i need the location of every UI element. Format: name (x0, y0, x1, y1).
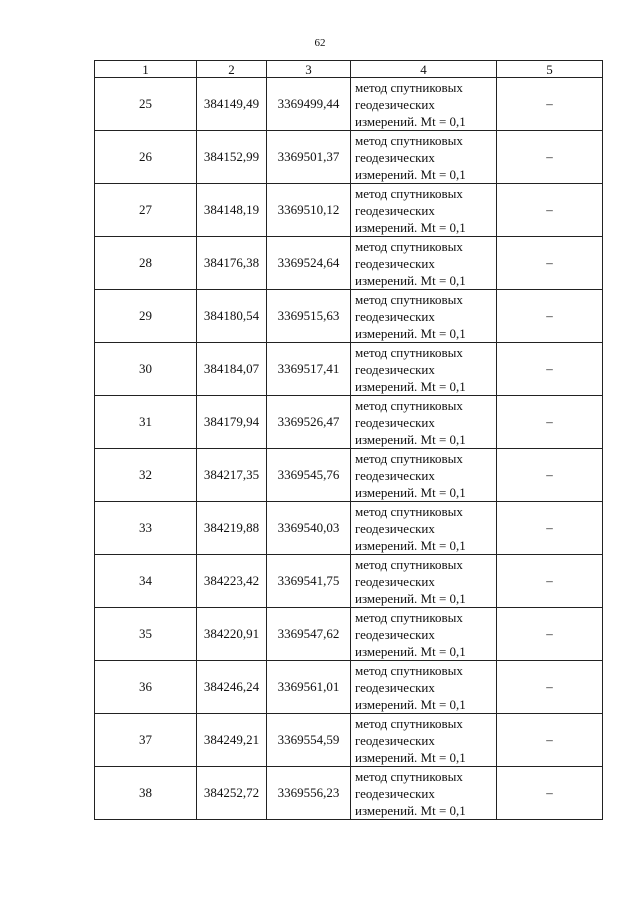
y-coordinate-cell: 3369517,41 (267, 343, 351, 396)
x-coordinate-cell: 384184,07 (197, 343, 267, 396)
method-text-line: метод спутниковых (355, 291, 463, 307)
table-row (95, 661, 603, 714)
column-header-4: 4 (351, 61, 497, 78)
method-cell (351, 396, 497, 449)
x-coordinate-cell: 384179,94 (197, 396, 267, 449)
method-text-line: геодезических (355, 308, 435, 324)
method-text-line: геодезических (355, 467, 435, 483)
method-cell (351, 237, 497, 290)
method-text-line: измерений. Mt = 0,1 (355, 749, 466, 765)
note-cell: – (497, 396, 603, 449)
x-coordinate-cell: 384149,49 (197, 78, 267, 131)
column-header-3: 3 (267, 61, 351, 78)
y-coordinate-cell: 3369501,37 (267, 131, 351, 184)
y-coordinate-cell: 3369515,63 (267, 290, 351, 343)
point-number-cell: 37 (95, 714, 197, 767)
method-text-line: геодезических (355, 149, 435, 165)
y-coordinate-cell: 3369499,44 (267, 78, 351, 131)
note-cell: – (497, 131, 603, 184)
method-text-line: измерений. Mt = 0,1 (355, 590, 466, 606)
method-cell (351, 78, 497, 131)
method-cell (351, 608, 497, 661)
method-text-line: геодезических (355, 414, 435, 430)
method-text-line: метод спутниковых (355, 132, 463, 148)
y-coordinate-cell: 3369547,62 (267, 608, 351, 661)
point-number-cell: 34 (95, 555, 197, 608)
method-text-line: измерений. Mt = 0,1 (355, 537, 466, 553)
method-text-line: метод спутниковых (355, 662, 463, 678)
method-text-line: геодезических (355, 255, 435, 271)
page-number: 62 (314, 37, 326, 49)
method-text-line: измерений. Mt = 0,1 (355, 378, 466, 394)
method-text-line: геодезических (355, 626, 435, 642)
method-text-line: метод спутниковых (355, 715, 463, 731)
note-cell: – (497, 343, 603, 396)
table-row (95, 502, 603, 555)
y-coordinate-cell: 3369556,23 (267, 767, 351, 820)
note-cell: – (497, 78, 603, 131)
x-coordinate-cell: 384249,21 (197, 714, 267, 767)
method-text-line: измерений. Mt = 0,1 (355, 219, 466, 235)
method-text-line: метод спутниковых (355, 185, 463, 201)
x-coordinate-cell: 384148,19 (197, 184, 267, 237)
x-coordinate-cell: 384223,42 (197, 555, 267, 608)
point-number-cell: 32 (95, 449, 197, 502)
note-cell: – (497, 237, 603, 290)
y-coordinate-cell: 3369545,76 (267, 449, 351, 502)
method-cell (351, 661, 497, 714)
method-cell (351, 184, 497, 237)
point-number-cell: 30 (95, 343, 197, 396)
method-text-line: геодезических (355, 785, 435, 801)
method-text-line: метод спутниковых (355, 238, 463, 254)
point-number-cell: 26 (95, 131, 197, 184)
note-cell: – (497, 608, 603, 661)
method-text-line: измерений. Mt = 0,1 (355, 802, 466, 818)
method-text-line: геодезических (355, 732, 435, 748)
coordinates-table (94, 60, 603, 820)
y-coordinate-cell: 3369510,12 (267, 184, 351, 237)
note-cell: – (497, 502, 603, 555)
y-coordinate-cell: 3369541,75 (267, 555, 351, 608)
method-text-line: геодезических (355, 202, 435, 218)
method-text-line: измерений. Mt = 0,1 (355, 325, 466, 341)
method-text-line: метод спутниковых (355, 503, 463, 519)
x-coordinate-cell: 384220,91 (197, 608, 267, 661)
method-text-line: метод спутниковых (355, 344, 463, 360)
point-number-cell: 25 (95, 78, 197, 131)
table-row (95, 78, 603, 131)
table-row (95, 396, 603, 449)
method-text-line: измерений. Mt = 0,1 (355, 484, 466, 500)
column-header-2: 2 (197, 61, 267, 78)
x-coordinate-cell: 384176,38 (197, 237, 267, 290)
point-number-cell: 28 (95, 237, 197, 290)
table-row (95, 449, 603, 502)
note-cell: – (497, 767, 603, 820)
method-text-line: измерений. Mt = 0,1 (355, 166, 466, 182)
y-coordinate-cell: 3369561,01 (267, 661, 351, 714)
table-row (95, 184, 603, 237)
table-header-row (95, 61, 603, 78)
method-text-line: метод спутниковых (355, 609, 463, 625)
note-cell: – (497, 290, 603, 343)
note-cell: – (497, 714, 603, 767)
point-number-cell: 36 (95, 661, 197, 714)
method-text-line: измерений. Mt = 0,1 (355, 113, 466, 129)
table-row (95, 714, 603, 767)
method-cell (351, 131, 497, 184)
table-row (95, 343, 603, 396)
method-text-line: измерений. Mt = 0,1 (355, 643, 466, 659)
table-body (95, 78, 603, 820)
point-number-cell: 29 (95, 290, 197, 343)
x-coordinate-cell: 384246,24 (197, 661, 267, 714)
method-text-line: метод спутниковых (355, 768, 463, 784)
note-cell: – (497, 449, 603, 502)
table-row (95, 767, 603, 820)
method-text-line: метод спутниковых (355, 556, 463, 572)
method-text-line: метод спутниковых (355, 450, 463, 466)
note-cell: – (497, 555, 603, 608)
method-text-line: измерений. Mt = 0,1 (355, 272, 466, 288)
method-cell (351, 343, 497, 396)
method-text-line: геодезических (355, 573, 435, 589)
point-number-cell: 27 (95, 184, 197, 237)
method-cell (351, 555, 497, 608)
method-text-line: геодезических (355, 679, 435, 695)
column-header-5: 5 (497, 61, 603, 78)
x-coordinate-cell: 384217,35 (197, 449, 267, 502)
note-cell: – (497, 184, 603, 237)
y-coordinate-cell: 3369540,03 (267, 502, 351, 555)
x-coordinate-cell: 384180,54 (197, 290, 267, 343)
table-row (95, 237, 603, 290)
y-coordinate-cell: 3369554,59 (267, 714, 351, 767)
table-row (95, 555, 603, 608)
point-number-cell: 35 (95, 608, 197, 661)
y-coordinate-cell: 3369526,47 (267, 396, 351, 449)
column-header-1: 1 (95, 61, 197, 78)
method-cell (351, 449, 497, 502)
method-text-line: измерений. Mt = 0,1 (355, 431, 466, 447)
note-cell: – (497, 661, 603, 714)
method-text-line: геодезических (355, 96, 435, 112)
method-text-line: метод спутниковых (355, 79, 463, 95)
table-row (95, 290, 603, 343)
point-number-cell: 38 (95, 767, 197, 820)
point-number-cell: 33 (95, 502, 197, 555)
method-text-line: геодезических (355, 520, 435, 536)
x-coordinate-cell: 384252,72 (197, 767, 267, 820)
x-coordinate-cell: 384219,88 (197, 502, 267, 555)
point-number-cell: 31 (95, 396, 197, 449)
method-text-line: метод спутниковых (355, 397, 463, 413)
method-text-line: измерений. Mt = 0,1 (355, 696, 466, 712)
x-coordinate-cell: 384152,99 (197, 131, 267, 184)
y-coordinate-cell: 3369524,64 (267, 237, 351, 290)
method-cell (351, 767, 497, 820)
method-text-line: геодезических (355, 361, 435, 377)
method-cell (351, 290, 497, 343)
method-cell (351, 502, 497, 555)
method-cell (351, 714, 497, 767)
table-row (95, 608, 603, 661)
table-row (95, 131, 603, 184)
